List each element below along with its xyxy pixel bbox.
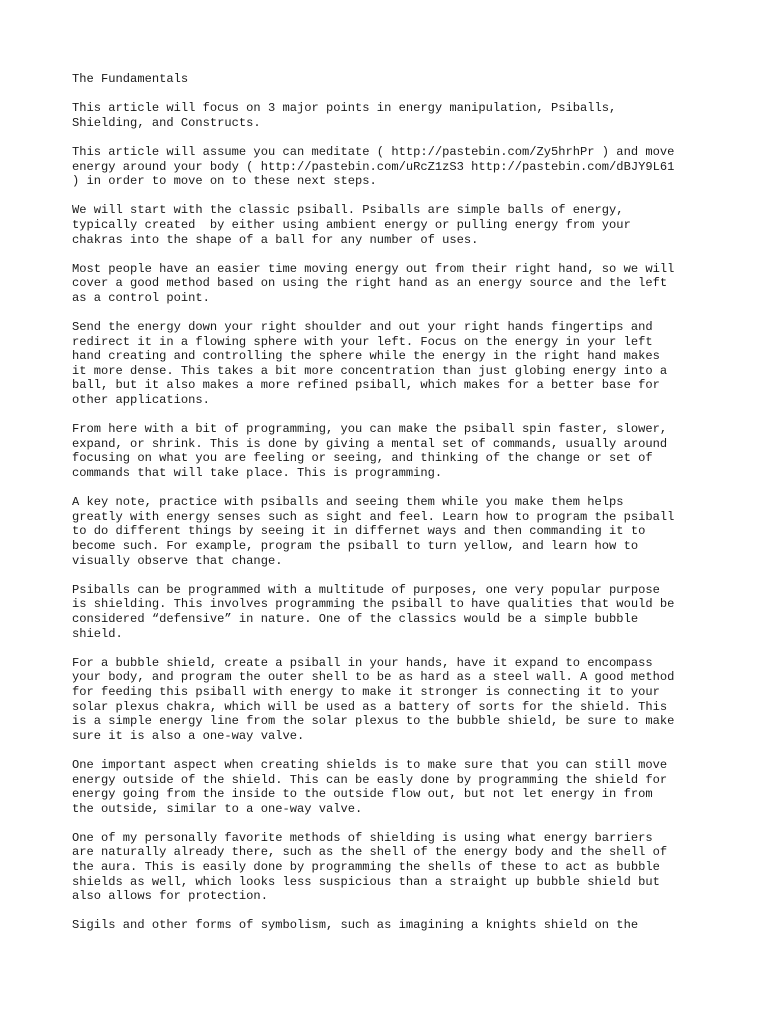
text-line: Send the energy down your right shoulder and out your right hands fingertips and xyxy=(72,320,653,335)
paragraph-1 xyxy=(72,101,712,130)
text-line: A key note, practice with psiballs and seeing them while you make them helps xyxy=(72,495,624,510)
text-line: shields as well, which looks less suspicious than a straight up bubble shield but xyxy=(72,874,660,889)
text-line: for feeding this psiball with energy to make it stronger is connecting it to your xyxy=(72,684,660,699)
text-line: it more dense. This takes a bit more concentration than just globing energy into a xyxy=(72,363,668,378)
text-line: also allows for protection. xyxy=(72,889,268,904)
text-line: hand creating and controlling the sphere while the energy in the right hand makes xyxy=(72,349,660,364)
text-line: Psiballs can be programmed with a multitude of purposes, one very popular purpose xyxy=(72,582,660,597)
paragraph-11 xyxy=(72,831,712,904)
text-line: energy going from the inside to the outside flow out, but not let energy in from xyxy=(72,787,653,802)
text-line: One important aspect when creating shields is to make sure that you can still move xyxy=(72,757,668,772)
paragraph-7 xyxy=(72,495,712,568)
text-line: This article will assume you can meditate ( http://pastebin.com/Zy5hrhPr ) and move xyxy=(72,144,675,159)
text-line: the outside, similar to a one-way valve. xyxy=(72,801,363,816)
text-line: sure it is also a one-way valve. xyxy=(72,728,305,743)
text-line: to do different things by seeing it in differnet ways and then commanding it to xyxy=(72,524,646,539)
text-line: One of my personally favorite methods of shielding is using what energy barriers xyxy=(72,830,653,845)
text-line: the aura. This is easily done by programming the shells of these to act as bubble xyxy=(72,860,660,875)
paragraph-4 xyxy=(72,262,712,306)
text-line: cover a good method based on using the right hand as an energy source and the left xyxy=(72,276,668,291)
document-title: The Fundamentals xyxy=(72,72,189,86)
text-line: For a bubble shield, create a psiball in your hands, have it expand to encompass xyxy=(72,655,653,670)
text-line: other applications. xyxy=(72,393,210,408)
text-line: From here with a bit of programming, you can make the psiball spin faster, slower, xyxy=(72,422,668,437)
text-line: are naturally already there, such as the shell of the energy body and the shell of xyxy=(72,845,668,860)
text-line: expand, or shrink. This is done by giving a mental set of commands, usually around xyxy=(72,436,668,451)
text-line: greatly with energy senses such as sight and feel. Learn how to program the psiball xyxy=(72,509,675,524)
text-line: This article will focus on 3 major points in energy manipulation, Psiballs, xyxy=(72,101,617,116)
text-line: focusing on what you are feeling or seeing, and thinking of the change or set of xyxy=(72,451,653,466)
text-line: Most people have an easier time moving energy out from their right hand, so we will xyxy=(72,261,675,276)
text-line: Sigils and other forms of symbolism, such as imagining a knights shield on the xyxy=(72,918,639,933)
paragraph-3 xyxy=(72,203,712,247)
text-line: visually observe that change. xyxy=(72,553,283,568)
document-page xyxy=(72,72,712,948)
text-line: shield. xyxy=(72,626,123,641)
paragraph-2 xyxy=(72,145,712,189)
text-line: as a control point. xyxy=(72,290,210,305)
text-line: ball, but it also makes a more refined psiball, which makes for a better base for xyxy=(72,378,660,393)
paragraph-10 xyxy=(72,758,712,816)
paragraph-5 xyxy=(72,320,712,408)
text-line: We will start with the classic psiball. Psiballs are simple balls of energy, xyxy=(72,203,624,218)
paragraph-9 xyxy=(72,656,712,744)
text-line: typically created by either using ambient energy or pulling energy from your xyxy=(72,217,631,232)
text-line: your body, and program the outer shell to be as hard as a steel wall. A good method xyxy=(72,670,675,685)
text-line: considered “defensive” in nature. One of the classics would be a simple bubble xyxy=(72,611,639,626)
text-line: energy outside of the shield. This can be easly done by programming the shield for xyxy=(72,772,668,787)
text-line: ) in order to move on to these next steps. xyxy=(72,174,377,189)
paragraph-6 xyxy=(72,422,712,480)
paragraph-8 xyxy=(72,583,712,641)
text-line: chakras into the shape of a ball for any number of uses. xyxy=(72,232,479,247)
text-line: is a simple energy line from the solar plexus to the bubble shield, be sure to make xyxy=(72,714,675,729)
text-line: is shielding. This involves programming the psiball to have qualities that would be xyxy=(72,597,675,612)
text-line: become such. For example, program the psiball to turn yellow, and learn how to xyxy=(72,539,639,553)
text-line: Shielding, and Constructs. xyxy=(72,115,261,130)
text-line: commands that will take place. This is programming. xyxy=(72,466,443,481)
text-line: solar plexus chakra, which will be used as a battery of sorts for the shield. This xyxy=(72,699,668,714)
text-line: energy around your body ( http://pastebin.com/uRcZ1zS3 http://pastebin.com/dBJY9L61 xyxy=(72,159,675,174)
paragraph-12 xyxy=(72,918,712,933)
text-line: redirect it in a flowing sphere with your left. Focus on the energy in your left xyxy=(72,334,653,349)
